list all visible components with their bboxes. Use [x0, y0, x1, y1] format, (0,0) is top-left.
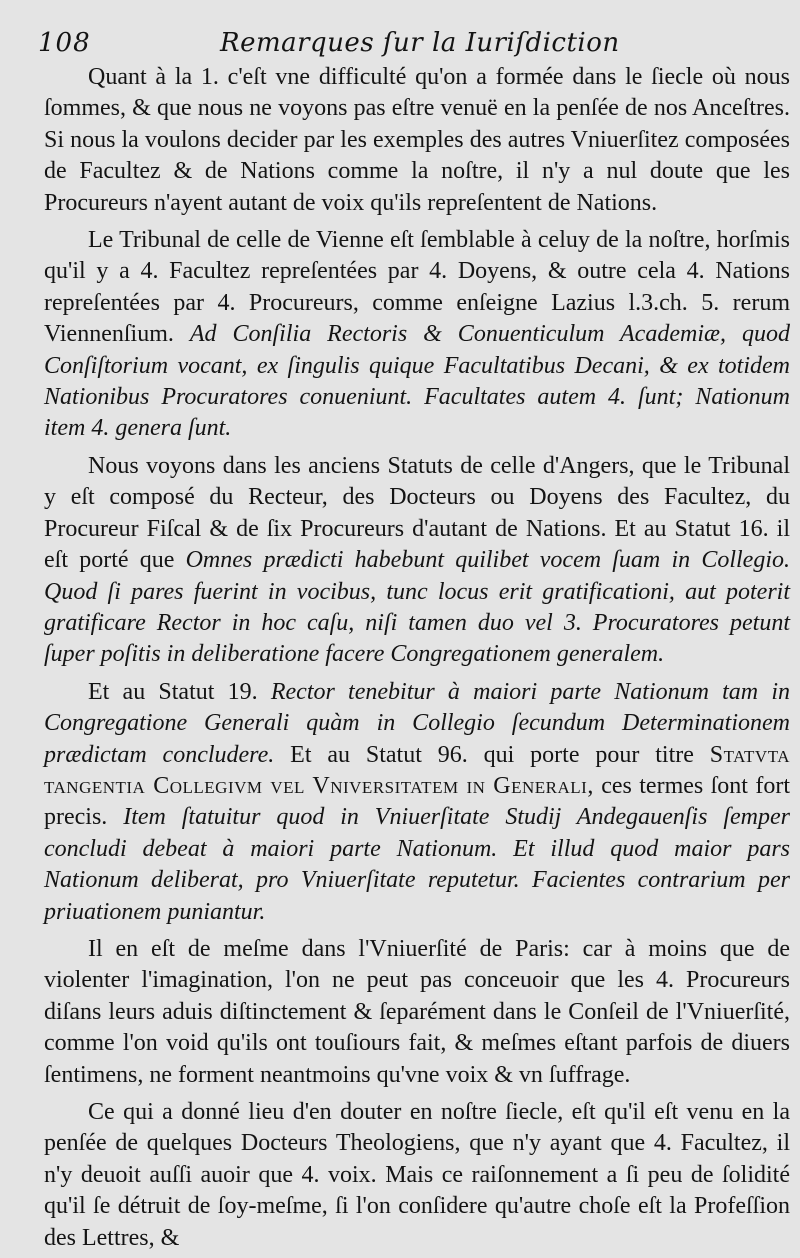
text-run: Il en eſt de meſme dans l'Vniuerſité de Paris: car à moins que de violenter l'imagination, l'on ne peut pas conceuoir que les 4. Procureurs diſans leurs aduis diſtinctement & ſeparément dans le Conſeil de l'Vniuerſité, comme l'on void qu'ils ont touſiours fait, & meſmes eſtant parfois de diuers ſentimens, ne forment neantmoins qu'vne voix & vn ſuffrage. — [44, 935, 790, 1088]
page-header — [38, 26, 788, 66]
paragraph — [44, 451, 790, 671]
text-run: Et au Statut 96. qui porte pour titre — [274, 741, 710, 768]
page-number: 108 — [38, 28, 91, 58]
text-run: Quant à la 1. c'eſt vne difficulté qu'on a formée dans le ſiecle où nous ſommes, & que nous ne voyons pas eſtre venuë en la penſée de nos Anceſtres. Si nous la voulons decider par les exemples des autres Vniuerſitez composées de Facultez & de Nations comme la noſtre, il n'y a nul doute que les Procureurs n'ayent autant de voix qu'ils repreſentent de Nations. — [44, 64, 790, 216]
text-run: Nous voyons dans les anciens Statuts de celle d'Angers, que le Tribunal y eſt composé du Recteur, des Docteurs ou Doyens des Facultez, du Procureur Fiſcal & de ſix Procureurs d'autant de Nations. Et au Statut 16. il eſt porté que — [44, 452, 790, 574]
text-run: Ce qui a donné lieu d'en douter en noſtre ſiecle, eſt qu'il eſt venu en la penſée de quelques Docteurs Theologiens, que n'y ayant que 4. Facultez, il n'y deuoit auſſi auoir que 4. voix. Mais ce raiſonnement a ſi peu de ſolidité qu'il ſe détruit de ſoy-meſme, ſi l'on conſidere qu'autre choſe eſt la Profeſſion des Lettres, & — [44, 1099, 790, 1251]
body-text — [44, 62, 790, 1254]
paragraph — [44, 677, 790, 928]
latin-quotation: Ad Conſilia Rectoris & Conuenticulum Academiæ, quod Conſiſtorium vocant, ex ſingulis quique Facultatibus Decani, & ex totidem Nationibus Procuratores conueniunt. Facultates autem 4. ſunt; Nationum item 4. genera ſunt. — [44, 321, 790, 442]
text-run: Et au Statut 19. — [88, 678, 271, 705]
statute-title: Statvta tangentia Collegivm vel Vniversitatem in Generali, — [44, 741, 790, 799]
latin-quotation: Omnes prædicti habebunt quilibet vocem ſuam in Collegio. Quod ſi pares fuerint in vocibus, tunc locus erit gratificationi, aut poterit gratificare Rector in hoc caſu, niſi tamen duo vel 3. Procuratores petunt ſuper poſitis in deliberatione facere Congregationem generalem. — [44, 547, 790, 668]
paragraph — [44, 62, 790, 219]
latin-quotation: Rector tenebitur à maiori parte Nationum tam in Congregatione Generali quàm in Collegio ſecundum Determinationem prædictam concludere. — [44, 678, 791, 768]
text-run: Le Tribunal de celle de Vienne eſt ſemblable à celuy de la noſtre, horſmis qu'il y a 4. Facultez repreſentées par 4. Doyens, & outre cela 4. Nations repreſentées par 4. Procureurs, comme enſeigne Lazius l.3.ch. 5. rerum Viennenſium. — [44, 227, 790, 348]
latin-quotation: Item ſtatuitur quod in Vniuerſitate Studij Andegauenſis ſemper concludi debeat à maiori parte Nationum. Et illud quod maior pars Nationum deliberat, pro Vniuerſitate reputetur. Facientes contrarium per priuationem puniantur. — [44, 804, 790, 925]
paragraph — [44, 1097, 790, 1254]
text-run: ces termes ſont fort precis. — [44, 772, 790, 831]
paragraph — [44, 934, 790, 1091]
paragraph — [44, 225, 790, 445]
running-title: Remarques ſur la Iuriſdiction — [220, 28, 620, 58]
